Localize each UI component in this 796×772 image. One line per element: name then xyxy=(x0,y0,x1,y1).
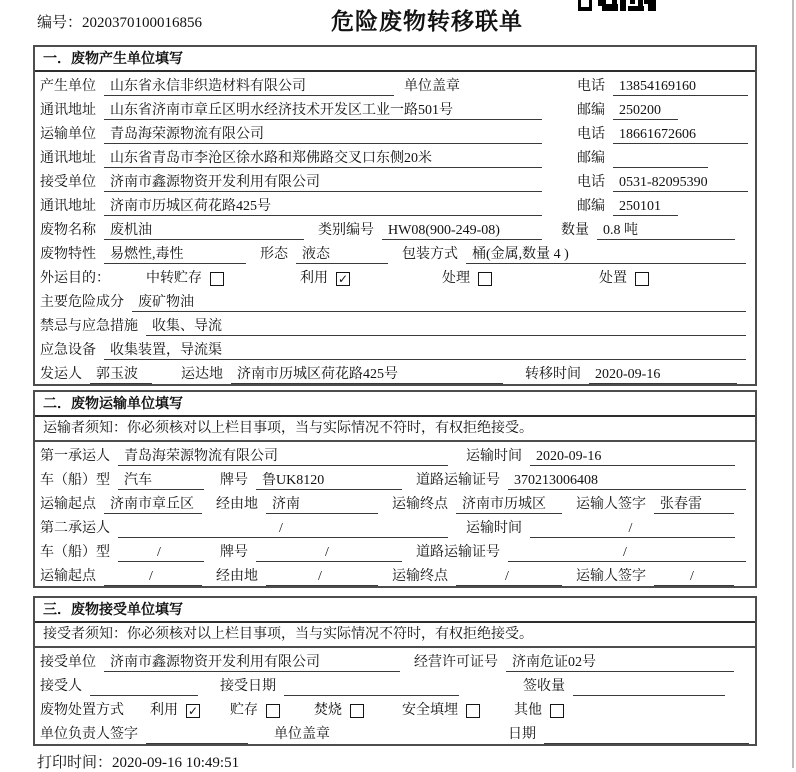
carrier1-label: 第一承运人 xyxy=(40,449,110,464)
license-number[interactable]: 济南危证02号 xyxy=(506,654,734,672)
form-row xyxy=(35,360,755,384)
receiver-notice: 接受者须知：你必须核对以上栏目事项，当与实际情况不符时，有权拒绝接受。 xyxy=(35,623,755,648)
form-row xyxy=(35,696,755,720)
section-producer xyxy=(33,45,757,386)
purpose-treat-option xyxy=(442,270,492,288)
disposal-utilize-checkbox[interactable]: ✓ xyxy=(187,704,199,718)
signed-quantity-label: 签收量 xyxy=(523,679,565,694)
transport-unit-label: 运输单位 xyxy=(40,127,96,142)
packing-label: 包装方式 xyxy=(402,247,458,262)
unit-seal-label: 单位盖章 xyxy=(404,79,460,94)
section-receiver xyxy=(33,596,757,746)
transport-unit[interactable]: 青岛海荣源物流有限公司 xyxy=(104,126,542,144)
accept-unit-label: 接受单位 xyxy=(40,655,96,670)
signer2-label: 运输人签字 xyxy=(576,569,646,584)
form-row xyxy=(35,264,755,288)
transport-zip[interactable] xyxy=(613,151,708,168)
waste-name[interactable]: 废机油 xyxy=(104,222,304,240)
disposal-incinerate-option xyxy=(314,702,364,720)
end1[interactable]: 济南市历城区 xyxy=(456,496,562,514)
plate1-label: 牌号 xyxy=(220,473,248,488)
phone-label: 电话 xyxy=(577,175,605,190)
serial-number: 2020370100016856 xyxy=(82,15,203,31)
form-row xyxy=(35,168,755,192)
form-row xyxy=(35,538,755,562)
via2[interactable]: / xyxy=(266,568,378,586)
disposal-other-option xyxy=(514,702,564,720)
zip-label: 邮编 xyxy=(577,103,605,118)
transport-date2-label: 运输时间 xyxy=(466,521,522,536)
transporter-notice: 运输者须知：你必须核对以上栏目事项，当与实际情况不符时，有权拒绝接受。 xyxy=(35,417,755,442)
producer-address[interactable]: 山东省济南市章丘区明水经济技术开发区工业一路501号 xyxy=(104,102,542,120)
section-transporter-header: 二．废物运输单位填写 xyxy=(35,392,755,417)
signer1-label: 运输人签字 xyxy=(576,497,646,512)
via1[interactable]: 济南 xyxy=(266,496,378,514)
purpose-transfer-storage-label: 中转贮存 xyxy=(146,271,202,286)
form-row xyxy=(35,120,755,144)
emergency-measures-label: 禁忌与应急措施 xyxy=(40,319,138,334)
waste-code[interactable]: HW08(900-249-08) xyxy=(382,222,542,240)
receiver-unit-label: 接受单位 xyxy=(40,175,96,190)
zip-label: 邮编 xyxy=(577,199,605,214)
road-permit2-label: 道路运输证号 xyxy=(416,545,500,560)
producer-zip[interactable]: 250200 xyxy=(613,102,678,120)
zip-label: 邮编 xyxy=(577,151,605,166)
purpose-transfer-storage-option xyxy=(146,270,224,288)
page-title: 危险废物转移联单 xyxy=(331,8,523,34)
sign-date[interactable] xyxy=(544,727,749,744)
road-permit2[interactable]: / xyxy=(508,544,746,562)
carrier2-label: 第二承运人 xyxy=(40,521,110,536)
license-label: 经营许可证号 xyxy=(414,655,498,670)
serial-label: 编号： xyxy=(37,15,83,31)
disposal-landfill-label: 安全填埋 xyxy=(402,703,458,718)
manifest-form xyxy=(33,45,757,746)
destination[interactable]: 济南市历城区荷花路425号 xyxy=(231,366,503,384)
transport-date2[interactable]: / xyxy=(530,520,735,538)
page-edge-line xyxy=(792,0,794,768)
purpose-dispose-option xyxy=(599,270,649,288)
vehicle-type1[interactable]: 汽车 xyxy=(118,472,204,490)
emergency-equipment-label: 应急设备 xyxy=(40,343,96,358)
disposal-landfill-option xyxy=(402,702,480,720)
purpose-utilize-option xyxy=(300,270,350,288)
disposal-storage-label: 贮存 xyxy=(230,703,258,718)
signer2[interactable]: / xyxy=(654,568,734,586)
section-receiver-header: 三．废物接受单位填写 xyxy=(35,598,755,623)
section-producer-header: 一．废物产生单位填写 xyxy=(35,47,755,72)
destination-label: 运达地 xyxy=(181,367,223,382)
transport-phone[interactable]: 18661672606 xyxy=(613,126,748,144)
purpose-utilize-label: 利用 xyxy=(300,271,328,286)
signer1[interactable]: 张春雷 xyxy=(654,496,734,514)
responsible-signature[interactable] xyxy=(146,727,248,744)
disposal-utilize-label: 利用 xyxy=(150,703,178,718)
form-row xyxy=(35,96,755,120)
via2-label: 经由地 xyxy=(216,569,258,584)
accept-date-label: 接受日期 xyxy=(220,679,276,694)
purpose-utilize-checkbox[interactable]: ✓ xyxy=(337,272,349,286)
phone-label: 电话 xyxy=(577,79,605,94)
producer-address-label: 通讯地址 xyxy=(40,103,96,118)
end2[interactable]: / xyxy=(456,568,562,586)
form-row xyxy=(35,466,755,490)
disposal-storage-option xyxy=(230,702,280,720)
disposal-other-label: 其他 xyxy=(514,703,542,718)
waste-code-label: 类别编号 xyxy=(318,223,374,238)
waste-name-label: 废物名称 xyxy=(40,223,96,238)
form-row xyxy=(35,240,755,264)
signed-quantity[interactable] xyxy=(573,679,725,696)
transport-address[interactable]: 山东省青岛市李沧区徐水路和郑佛路交叉口东侧20米 xyxy=(104,150,542,168)
form-row xyxy=(35,562,755,586)
acceptor-label: 接受人 xyxy=(40,679,82,694)
transport-date1-label: 运输时间 xyxy=(466,449,522,464)
plate2-label: 牌号 xyxy=(220,545,248,560)
producer-unit[interactable]: 山东省永信非织造材料有限公司 xyxy=(104,78,394,96)
producer-phone[interactable]: 13854169160 xyxy=(613,78,748,96)
print-time-label: 打印时间： xyxy=(37,755,113,771)
disposal-method-label: 废物处置方式 xyxy=(40,703,124,718)
disposal-landfill-checkbox[interactable] xyxy=(466,704,480,718)
plate1[interactable]: 鲁UK8120 xyxy=(256,472,402,490)
print-time: 2020-09-16 10:49:51 xyxy=(112,755,240,771)
transfer-purpose-label: 外运目的： xyxy=(40,271,110,286)
date-label: 日期 xyxy=(508,727,536,742)
transfer-date[interactable]: 2020-09-16 xyxy=(589,366,737,384)
qr-code-fragment-icon xyxy=(578,0,656,11)
waste-form-label: 形态 xyxy=(260,247,288,262)
vehicle-type1-label: 车（船）型 xyxy=(40,473,110,488)
serial-number-line xyxy=(37,11,202,32)
purpose-treat-checkbox[interactable] xyxy=(478,272,492,286)
print-time-line xyxy=(37,751,239,772)
form-row xyxy=(35,514,755,538)
carrier1[interactable]: 青岛海荣源物流有限公司 xyxy=(118,448,448,466)
acceptor[interactable] xyxy=(90,679,198,696)
main-hazard[interactable]: 废矿物油 xyxy=(132,294,746,312)
receiver-address[interactable]: 济南市历城区荷花路425号 xyxy=(104,198,542,216)
transport-date1[interactable]: 2020-09-16 xyxy=(530,448,735,466)
origin1-label: 运输起点 xyxy=(40,497,96,512)
origin2-label: 运输起点 xyxy=(40,569,96,584)
vehicle-type2-label: 车（船）型 xyxy=(40,545,110,560)
purpose-treat-label: 处理 xyxy=(442,271,470,286)
receiver-phone[interactable]: 0531-82095390 xyxy=(613,174,748,192)
end1-label: 运输终点 xyxy=(392,497,448,512)
carrier2[interactable]: / xyxy=(118,520,448,538)
form-row xyxy=(35,672,755,696)
form-row xyxy=(35,720,755,744)
section-transporter xyxy=(33,390,757,588)
disposal-incinerate-label: 焚烧 xyxy=(314,703,342,718)
form-row xyxy=(35,192,755,216)
receiver-address-label: 通讯地址 xyxy=(40,199,96,214)
disposal-other-checkbox[interactable] xyxy=(550,704,564,718)
road-permit1[interactable]: 370213006408 xyxy=(508,472,746,490)
form-row xyxy=(35,490,755,514)
plate2[interactable]: / xyxy=(256,544,402,562)
waste-characteristic[interactable]: 易燃性,毒性 xyxy=(104,246,246,264)
quantity-label: 数量 xyxy=(561,223,589,238)
disposal-storage-checkbox[interactable] xyxy=(266,704,280,718)
end2-label: 运输终点 xyxy=(392,569,448,584)
purpose-dispose-checkbox[interactable] xyxy=(635,272,649,286)
transfer-date-label: 转移时间 xyxy=(525,367,581,382)
form-row xyxy=(35,312,755,336)
phone-label: 电话 xyxy=(577,127,605,142)
via1-label: 经由地 xyxy=(216,497,258,512)
main-hazard-label: 主要危险成分 xyxy=(40,295,124,310)
form-row xyxy=(35,288,755,312)
form-row xyxy=(35,336,755,360)
responsible-signature-label: 单位负责人签字 xyxy=(40,727,138,742)
purpose-transfer-storage-checkbox[interactable] xyxy=(210,272,224,286)
producer-unit-label: 产生单位 xyxy=(40,79,96,94)
packing-method[interactable]: 桶(金属,数量 4 ) xyxy=(466,246,746,264)
origin1[interactable]: 济南市章丘区 xyxy=(104,496,202,514)
form-row xyxy=(35,144,755,168)
waste-quantity[interactable]: 0.8 吨 xyxy=(597,222,735,240)
form-row xyxy=(35,72,755,96)
shipper[interactable]: 郭玉波 xyxy=(90,366,152,384)
receiver-zip[interactable]: 250101 xyxy=(613,198,678,216)
waste-characteristic-label: 废物特性 xyxy=(40,247,96,262)
accept-unit[interactable]: 济南市鑫源物资开发利用有限公司 xyxy=(104,654,400,672)
disposal-utilize-option xyxy=(150,702,200,720)
origin2[interactable]: / xyxy=(104,568,202,586)
form-row xyxy=(35,442,755,466)
waste-form[interactable]: 液态 xyxy=(296,246,388,264)
unit-seal-label: 单位盖章 xyxy=(274,727,330,742)
receiver-unit[interactable]: 济南市鑫源物资开发利用有限公司 xyxy=(104,174,542,192)
accept-date[interactable] xyxy=(284,679,459,696)
form-row xyxy=(35,216,755,240)
emergency-measures[interactable]: 收集、导流 xyxy=(146,318,746,336)
shipper-label: 发运人 xyxy=(40,367,82,382)
transport-address-label: 通讯地址 xyxy=(40,151,96,166)
vehicle-type2[interactable]: / xyxy=(118,544,204,562)
road-permit1-label: 道路运输证号 xyxy=(416,473,500,488)
emergency-equipment[interactable]: 收集装置，导流渠 xyxy=(104,342,746,360)
purpose-dispose-label: 处置 xyxy=(599,271,627,286)
disposal-incinerate-checkbox[interactable] xyxy=(350,704,364,718)
form-row xyxy=(35,648,755,672)
